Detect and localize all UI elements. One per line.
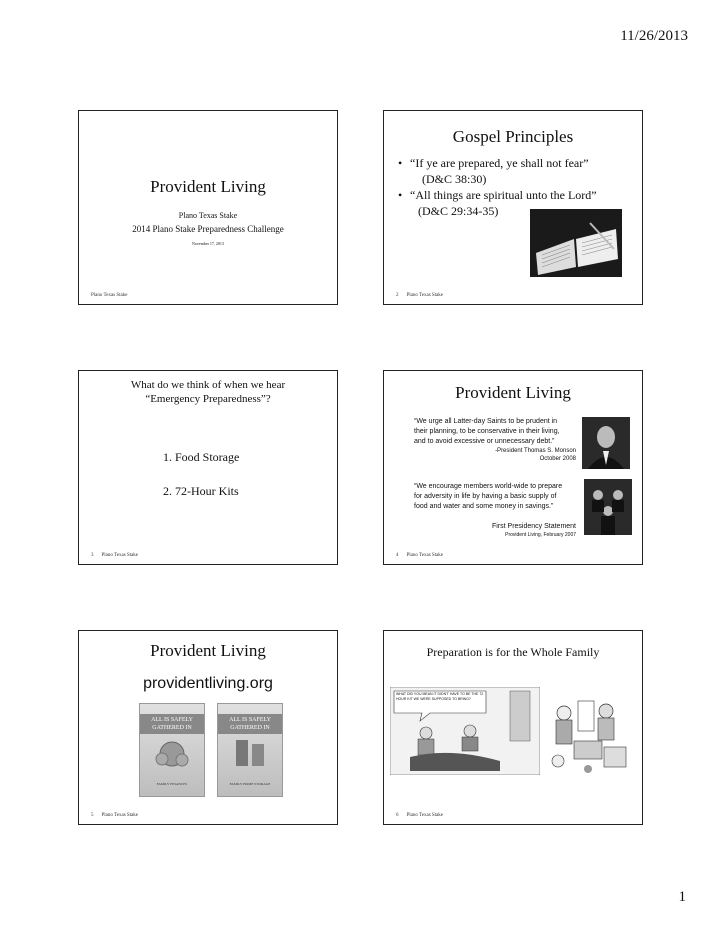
scripture-photo (530, 209, 622, 277)
slide-subtitle: 2014 Plano Stake Preparedness Challenge (132, 224, 284, 234)
person-portrait-icon (582, 417, 630, 469)
family-finances-booklet (139, 703, 205, 797)
slide-4 (383, 370, 643, 565)
slide-1 (78, 110, 338, 305)
bullet-continuation: (D&C 29:34-35) (418, 204, 499, 218)
slide-date: November 17, 2013 (192, 241, 224, 246)
cartoon-family-office (390, 687, 540, 775)
slide-6 (383, 630, 643, 825)
slide-title: Provident Living (150, 177, 266, 196)
bullet-item: • “If ye are prepared, ye shall not fear” (398, 155, 628, 171)
slide-5 (78, 630, 338, 825)
slide-footer: 2 Plano Texas Stake (396, 293, 443, 298)
page-date: 11/26/2013 (620, 28, 688, 44)
cartoon-caption: WHAT DID YOU MEAN IT DIDN'T HAVE TO BE THE 72 HOUR KIT WE WERE SUPPOSED TO BRING? (396, 692, 484, 701)
portrait-photo (582, 417, 630, 469)
quote-attribution: -President Thomas S. Monson October 2008 (495, 448, 576, 462)
family-packing-icon (544, 691, 630, 779)
slide-footer: Plano Texas Stake (91, 293, 128, 298)
slide-title: Provident Living (455, 383, 571, 402)
slide-title: What do we think of when we hear (130, 379, 286, 391)
open-book-icon (530, 209, 622, 277)
home-storage-booklet (217, 703, 283, 797)
slide-title: “Emergency Preparedness”? (145, 393, 271, 405)
quote-first-presidency: “We encourage members world-wide to prepare for adversity in life by having a basic supply of food and water and some money in savings.” (414, 483, 563, 510)
booklet-subtitle: FAMILY FINANCES (156, 782, 188, 786)
slide-subtitle: Plano Texas Stake (178, 211, 238, 220)
booklet-title: ALL IS SAFELY GATHERED IN (218, 714, 282, 734)
page-number: 1 (678, 889, 686, 905)
list-item: 2. 72-Hour Kits (163, 484, 239, 498)
slide-footer: 3 Plano Texas Stake (91, 553, 138, 558)
quote-monson: “We urge all Latter-day Saints to be prudent in their planning, to be conservative in their living, and to avoid excessive or unnecessary debt.” (414, 418, 560, 445)
slide-footer: 4 Plano Texas Stake (396, 553, 443, 558)
cartoon-family-packing (544, 691, 630, 779)
bullet-item: • “All things are spiritual unto the Lord” (398, 187, 628, 203)
booklet-title: ALL IS SAFELY GATHERED IN (140, 714, 204, 734)
slide-footer: 5 Plano Texas Stake (91, 813, 138, 818)
slide-title: Provident Living (150, 641, 266, 660)
quote-attribution: First Presidency Statement Provident Living, February 2007 (491, 523, 576, 538)
first-presidency-photo (584, 479, 632, 535)
list-item: 1. Food Storage (163, 450, 240, 464)
booklet-subtitle: FAMILY HOME STORAGE (229, 782, 271, 786)
slide-3 (78, 370, 338, 565)
website-url[interactable]: providentliving.org (143, 675, 273, 692)
slide-footer: 6 Plano Texas Stake (396, 813, 443, 818)
bullet-continuation: (D&C 38:30) (422, 172, 487, 186)
slide-title: Gospel Principles (452, 127, 574, 146)
slide-title: Preparation is for the Whole Family (426, 645, 600, 659)
slide-2 (383, 110, 643, 305)
group-portrait-icon (584, 479, 632, 535)
